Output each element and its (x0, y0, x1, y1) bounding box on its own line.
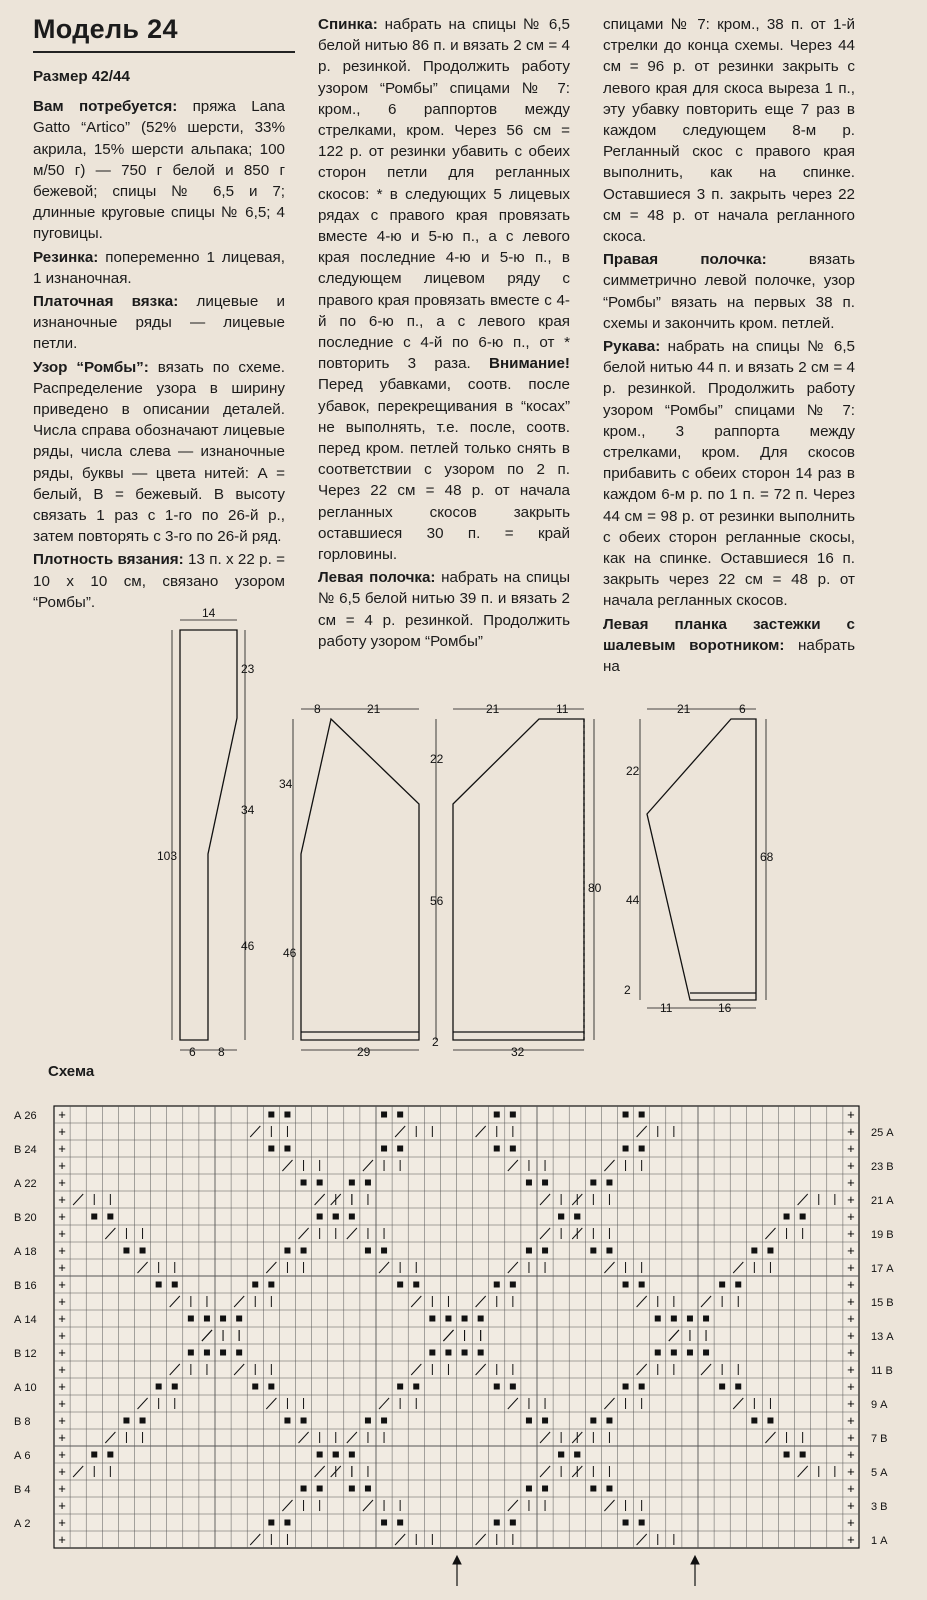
density-heading: Плотность вязания: (33, 551, 184, 569)
svg-text:+: + (58, 1481, 66, 1496)
svg-text:+: + (847, 1498, 855, 1513)
svg-text:+: + (847, 1532, 855, 1547)
attention-heading: Внимание! (489, 355, 570, 373)
row-label-right: 17 А (871, 1263, 894, 1275)
garment-schematics (0, 600, 927, 1060)
svg-text:+: + (847, 1379, 855, 1394)
sleeve-paragraph (603, 336, 855, 612)
label-back-29: 29 (357, 1045, 371, 1059)
sleeve-heading: Рукава: (603, 338, 661, 356)
svg-text:+: + (58, 1107, 66, 1122)
label-sleeve-68: 68 (760, 850, 774, 864)
svg-text:+: + (58, 1226, 66, 1241)
row-label-left: В 24 (14, 1144, 37, 1156)
row-label-right: 9 А (871, 1399, 888, 1411)
svg-text:+: + (847, 1515, 855, 1530)
left-front-continued: спицами № 7: кром., 38 п. от 1-й стрелки до конца схемы. Через 44 см = 96 р. от резинки закрыть с левого края для скоса выреза 1 п., эту убавку повторить еще 7 раз в каждом следующем 8-м р. Регланный скос с правого края выполнить, как на спинке. Оставшиеся 3 п. закрыть через 22 см = 48 р. от начала регланного скоса. (603, 16, 855, 246)
back-heading: Спинка: (318, 16, 378, 33)
svg-text:+: + (58, 1396, 66, 1411)
svg-text:+: + (58, 1328, 66, 1343)
svg-text:+: + (58, 1158, 66, 1173)
pattern-paragraph (33, 357, 285, 548)
svg-text:+: + (847, 1226, 855, 1241)
right-front-paragraph (603, 249, 855, 334)
left-front-heading: Левая полочка: (318, 569, 436, 587)
label-back-34: 34 (279, 777, 293, 791)
garter-heading: Платочная вязка: (33, 293, 179, 311)
svg-text:+: + (58, 1515, 66, 1530)
label-collar-6: 6 (189, 1045, 196, 1059)
label-collar-23: 23 (241, 662, 255, 676)
svg-text:+: + (847, 1175, 855, 1190)
svg-text:+: + (847, 1362, 855, 1377)
row-label-left: А 22 (14, 1178, 37, 1190)
label-collar-46: 46 (241, 939, 255, 953)
row-label-right: 15 В (871, 1297, 894, 1309)
back-paragraph (318, 14, 570, 565)
svg-text:+: + (58, 1175, 66, 1190)
svg-text:+: + (58, 1243, 66, 1258)
svg-text:+: + (847, 1107, 855, 1122)
label-collar-103: 103 (157, 849, 178, 863)
row-label-left: А 2 (14, 1518, 31, 1530)
label-mid-2: 2 (432, 1035, 439, 1049)
label-sleeve-44: 44 (626, 893, 640, 907)
svg-text:+: + (58, 1192, 66, 1207)
label-back-46: 46 (283, 946, 297, 960)
label-sleeve-16: 16 (718, 1001, 732, 1015)
placket-text: набрать на (603, 636, 855, 676)
row-label-right: 7 В (871, 1433, 888, 1445)
label-back-8: 8 (314, 702, 321, 716)
materials-paragraph (33, 96, 285, 244)
label-sleeve-21: 21 (677, 702, 691, 716)
garter-text: лицевые и изнаночные ряды — лицевые петли. (33, 293, 285, 353)
rib-heading: Резинка: (33, 248, 99, 266)
svg-text:+: + (847, 1277, 855, 1292)
svg-text:+: + (847, 1209, 855, 1224)
density-text: 13 п. х 22 р. = 10 х 10 см, связано узором “Ромбы”. (33, 551, 285, 611)
placket-heading: Левая планка застежки с шалевым воротником: (603, 615, 855, 654)
svg-text:+: + (58, 1464, 66, 1479)
rib-paragraph (33, 247, 285, 289)
row-label-left: А 26 (14, 1110, 37, 1122)
row-label-left: А 6 (14, 1450, 31, 1462)
svg-text:+: + (58, 1379, 66, 1394)
right-front-text: вязать симметрично левой полочке, узор “Ромбы” вязать на первых 38 п. схемы и закончить кром. петлей. (603, 251, 855, 332)
text-column-3 (603, 14, 855, 679)
row-label-right: 13 А (871, 1331, 894, 1343)
garter-paragraph (33, 291, 285, 355)
svg-text:+: + (847, 1464, 855, 1479)
svg-text:+: + (847, 1192, 855, 1207)
row-label-left: А 10 (14, 1382, 37, 1394)
row-label-right: 19 В (871, 1229, 894, 1241)
svg-text:+: + (847, 1294, 855, 1309)
row-label-left: А 14 (14, 1314, 37, 1326)
pattern-heading: Узор “Ромбы”: (33, 358, 149, 376)
svg-text:+: + (847, 1430, 855, 1445)
label-sleeve-2: 2 (624, 983, 631, 997)
label-collar-34: 34 (241, 803, 255, 817)
chart-grid (54, 1106, 859, 1548)
svg-text:+: + (58, 1311, 66, 1326)
row-label-left: В 20 (14, 1212, 37, 1224)
row-label-right: 25 А (871, 1127, 894, 1139)
svg-text:+: + (847, 1141, 855, 1156)
front-outline (453, 719, 584, 1040)
rib-text: попеременно 1 лицевая, 1 изнаночная. (33, 248, 285, 287)
row-label-right: 11 В (871, 1365, 893, 1377)
svg-text:+: + (58, 1447, 66, 1462)
repeat-arrows (453, 1556, 699, 1586)
label-sleeve-11: 11 (660, 1001, 673, 1015)
label-mid-22: 22 (430, 752, 444, 766)
row-label-right: 3 В (871, 1501, 888, 1513)
svg-text:+: + (58, 1532, 66, 1547)
back-outline (301, 719, 419, 1040)
left-front-text: набрать на спицы № 6,5 белой нитью 39 п. и вязать 2 см = 4 р. резинкой. Продолжить работу узором “Ромбы” (318, 569, 571, 650)
attention-text: Перед убавками, соотв. после убавок, перекрещивания в “косах” не выполнять, т.е. после, соотв. перед кром. петлей только снять в соответствии с узором по 2 п. Через 22 см = 48 р. от начала регланных скосов закрыть оставшиеся 30 п. = край горловины. (318, 376, 570, 564)
row-label-left: В 16 (14, 1280, 37, 1292)
svg-text:+: + (847, 1158, 855, 1173)
size-line: Размер 42/44 (33, 68, 130, 85)
label-sleeve-6: 6 (739, 702, 746, 716)
svg-text:+: + (58, 1362, 66, 1377)
svg-text:+: + (58, 1345, 66, 1360)
right-front-heading: Правая полочка: (603, 251, 767, 269)
sleeve-text: набрать на спицы № 6,5 белой нитью 44 п. и вязать 2 см = 4 р. резинкой. Продолжить работу узором “Ромбы” спицами № 7: кром., 3 раппорта между стрелками, кром. Для скосов прибавить с обеих сторон 14 раз в каждом 6-м р. по 1 п. = 72 п. Через 44 см = 98 р. от резинки выполнить с обеих сторон регланные скосы, как на спинке. Оставшиеся 16 п. закрыть через 22 см = 48 р. от начала регланных скосов. (603, 338, 855, 610)
row-label-right: 21 А (871, 1195, 894, 1207)
label-collar-8: 8 (218, 1045, 225, 1059)
label-front-32: 32 (511, 1045, 525, 1059)
row-label-left: В 12 (14, 1348, 37, 1360)
title-rule (33, 51, 295, 53)
knitting-chart (0, 1090, 927, 1600)
text-column-2 (318, 14, 570, 654)
materials-heading: Вам потребуется: (33, 98, 178, 116)
materials-text: пряжа Lana Gatto “Artico” (52% шерсти, 33% акрила, 15% шерсти альпака; 100 м/50 г) — 750 г белой и 850 г бежевой; спицы № 6,5 и 7; длинные круговые спицы № 6,5; 4 пуговицы. (33, 98, 285, 243)
svg-text:+: + (58, 1209, 66, 1224)
svg-text:+: + (58, 1124, 66, 1139)
sleeve-outline (647, 719, 756, 1000)
svg-text:+: + (847, 1124, 855, 1139)
svg-text:+: + (847, 1345, 855, 1360)
pattern-text: вязать по схеме. Распределение узора в ширину приведено в описании деталей. Числа справа обозначают лицевые ряды, числа слева — изнаночные ряды, буквы — цвета нитей: А = белый, В = бежевый. В высоту связать 1 раз с 1-го по 26-й р., затем повторять с 3-го по 26-й ряд. (33, 358, 285, 546)
svg-text:+: + (847, 1447, 855, 1462)
svg-text:+: + (847, 1481, 855, 1496)
row-label-left: А 18 (14, 1246, 37, 1258)
svg-text:+: + (58, 1430, 66, 1445)
row-label-left: В 4 (14, 1484, 31, 1496)
row-label-right: 23 В (871, 1161, 894, 1173)
back-text: набрать на спицы № 6,5 белой нитью 86 п. и вязать 2 см = 4 р. резинкой. Продолжить работу узором “Ромбы” спицами № 7: кром., 6 раппортов между стрелками, кром. Через 56 см = 122 р. от резинки убавить с обеих сторон петли для регланных скосов: * в следующих 5 лицевых рядах с правого края провязать вместе 4-ю и 5-ю п., а с левого края последние 4-ю и 5-ю п., в следующем лицевом ряду с правого края провязать вместе с 4-й по 6-ю п., а с левого края последние с 4-й по 6-ю п., от * повторить 3 раза. (318, 16, 570, 373)
row-label-right: 5 А (871, 1467, 888, 1479)
label-collar-top: 14 (202, 606, 216, 620)
label-sleeve-22: 22 (626, 764, 640, 778)
svg-text:+: + (58, 1498, 66, 1513)
svg-text:+: + (58, 1277, 66, 1292)
collar-outline (180, 630, 237, 1040)
label-mid-56: 56 (430, 894, 444, 908)
label-back-21: 21 (367, 702, 381, 716)
svg-text:+: + (58, 1260, 66, 1275)
svg-text:+: + (847, 1260, 855, 1275)
row-label-left: В 8 (14, 1416, 31, 1428)
label-front-11: 11 (556, 702, 569, 716)
svg-text:+: + (847, 1311, 855, 1326)
label-front-80: 80 (588, 881, 602, 895)
svg-text:+: + (847, 1328, 855, 1343)
svg-text:+: + (58, 1413, 66, 1428)
svg-text:+: + (847, 1243, 855, 1258)
text-column-1 (33, 66, 285, 615)
svg-text:+: + (847, 1396, 855, 1411)
chart-title: Схема (48, 1063, 95, 1080)
svg-text:+: + (847, 1413, 855, 1428)
row-label-right: 1 А (871, 1535, 888, 1547)
svg-text:+: + (58, 1141, 66, 1156)
model-title: Модель 24 (33, 14, 178, 44)
label-front-21: 21 (486, 702, 500, 716)
svg-text:+: + (58, 1294, 66, 1309)
